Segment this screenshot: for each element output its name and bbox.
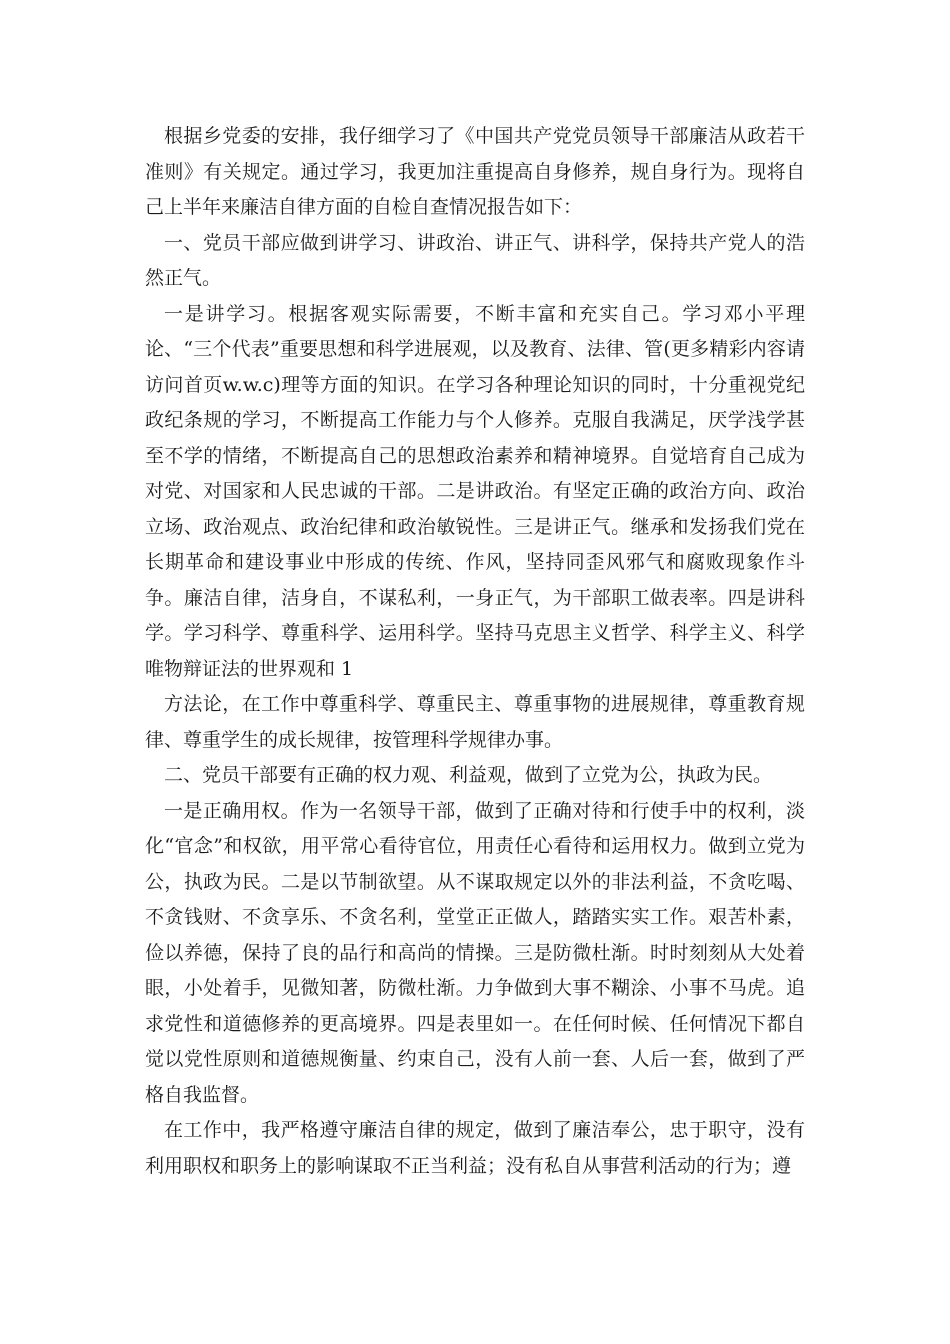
paragraph-section-one-heading: 一、党员干部应做到讲学习、讲政治、讲正气、讲科学，保持共产党人的浩然正气。 xyxy=(145,231,805,289)
paragraph-study: 一是讲学习。根据客观实际需要，不断丰富和充实自己。学习邓小平理论、“三个代表”重要思想和科学进展观，以及教育、法律、管(更多精彩内容请访问首页w.w.c)理等方面的知识。在学习各种理论知识的同时，十分重视党纪政纪条规的学习，不断提高工作能力与个人修养。克服自我满足，厌学浅学甚至不学的情绪，不断提高自己的思想政治素养和精神境界。自觉培育自己成为对党、对国家和人民忠诚的干部。二是讲政治。有坚定正确的政治方向、政治立场、政治观点、政治纪律和政治敏锐性。三是讲正气。继承和发扬我们党在长期革命和建设事业中形成的传统、作风，坚持同歪风邪气和腐败现象作斗争。廉洁自律，洁身自，不谋私利，一身正气，为干部职工做表率。四是讲科学。学习科学、尊重科学、运用科学。坚持马克思主义哲学、科学主义、科学唯物辩证法的世界观和 1 xyxy=(145,302,805,680)
paragraph-section-two-heading: 二、党员干部要有正确的权力观、利益观，做到了立党为公，执政为民。 xyxy=(164,764,773,786)
document-body xyxy=(145,119,805,1184)
paragraph-intro: 根据乡党委的安排，我仔细学习了《中国共产党党员领导干部廉洁从政若干准则》有关规定。通过学习，我更加注重提高自身修养，规自身行为。现将自己上半年来廉洁自律方面的自检自查情况报告如下： xyxy=(145,125,805,218)
paragraph-power-use: 一是正确用权。作为一名领导干部，做到了正确对待和行使手中的权利，淡化“官念”和权欲，用平常心看待官位，用责任心看待和运用权力。做到立党为公，执政为民。二是以节制欲望。从不谋取规定以外的非法利益，不贪吃喝、不贪钱财、不贪享乐、不贪名利，堂堂正正做人，踏踏实实工作。艰苦朴素，俭以养德，保持了良的品行和高尚的情操。三是防微杜渐。时时刻刻从大处着眼，小处着手，见微知著，防微杜渐。力争做到大事不糊涂、小事不马虎。追求党性和道德修养的更高境界。四是表里如一。在任何时候、任何情况下都自觉以党性原则和道德规衡量、约束自己，没有人前一套、人后一套，做到了严格自我监督。 xyxy=(145,799,805,1106)
paragraph-methodology: 方法论，在工作中尊重科学、尊重民主、尊重事物的进展规律，尊重教育规律、尊重学生的成长规律，按管理科学规律办事。 xyxy=(145,693,805,751)
paragraph-work: 在工作中，我严格遵守廉洁自律的规定，做到了廉洁奉公，忠于职守，没有利用职权和职务上的影响谋取不正当利益；没有私自从事营利活动的行为；遵 xyxy=(145,1119,805,1177)
